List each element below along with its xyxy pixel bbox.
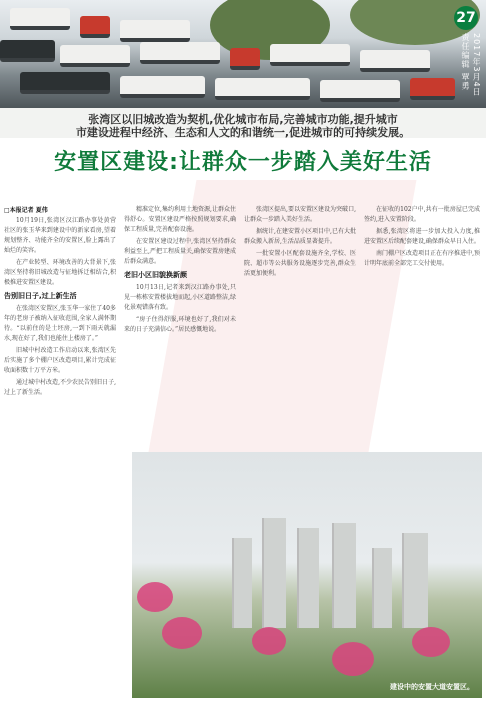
column-3: [244, 205, 356, 445]
flower: [137, 582, 173, 612]
photo-caption: 建设中的安置大道安置区。: [390, 683, 474, 691]
column-1: [4, 205, 116, 695]
hero-photo: [0, 0, 486, 108]
subheading: 老旧小区旧貌换新颜: [124, 271, 187, 279]
bus: [120, 20, 190, 42]
paragraph: 在张湾区安置区,张玉华一家住了40多年的老房子被纳入征收范围,全家人满怀期待。“以前住的是土坯房,一到下雨天就漏水,现在好了,我们也能住上楼房了。”: [4, 305, 116, 342]
page-number: 27: [454, 6, 478, 30]
flower: [412, 627, 450, 657]
paragraph: “房子住得舒服,环境也好了,我们对未来的日子充满信心。”居民感慨地说。: [124, 316, 236, 333]
flower: [162, 617, 202, 649]
paragraph: 精准定位,集约利用土地资源,让群众住得舒心。安置区建设严格按照规划要求,确保工程质量,完善配套设施。: [124, 206, 236, 233]
paragraph: 在产业转型、环境改善的大背景下,张湾区坚持将旧城改造与征地拆迁相结合,积极推进安置区建设。: [4, 259, 116, 286]
paragraph: 据悉,张湾区将进一步加大投入力度,推进安置区后续配套建设,确保群众早日入住。: [364, 228, 480, 245]
building: [232, 538, 252, 628]
bus: [120, 76, 205, 98]
bus: [360, 50, 430, 72]
bus: [20, 72, 110, 94]
building: [332, 523, 356, 628]
subheading: 告别旧日子,过上新生活: [4, 292, 77, 300]
paragraph: 通过城中村改造,不少农民告别旧日子,过上了新生活。: [4, 379, 116, 396]
bus: [0, 40, 55, 62]
bus: [140, 42, 220, 64]
bus: [10, 8, 70, 30]
construction-photo: [132, 452, 482, 698]
bus: [270, 44, 350, 66]
paragraph: 10月13日,记者来到汉江路办事处,只见一栋栋安置楼拔地而起,小区道路整洁,绿化景观错落有致。: [124, 284, 236, 311]
paragraph: 在征收的102户中,共有一批房屋已完成签约,进入安置阶段。: [364, 206, 480, 223]
paragraph: 南门棚户区改造项目正在有序推进中,预计明年底前全部完工交付使用。: [364, 250, 480, 267]
side-date: 2017年3月4日 责任编辑 覃勇: [461, 33, 481, 97]
building: [297, 528, 319, 628]
column-2: [124, 205, 236, 445]
bus: [215, 78, 310, 100]
byline: □本报记者 夏伟: [4, 207, 48, 214]
paragraph: 据统计,在建安置小区项目中,已有大批群众搬入新居,生活品质显著提升。: [244, 228, 356, 245]
flower: [332, 642, 374, 676]
paragraph: 一批安置小区配套设施齐全,学校、医院、超市等公共服务设施逐步完善,群众生活更加便利。: [244, 250, 356, 277]
bus: [410, 78, 455, 100]
bus: [60, 45, 130, 67]
lead-banner: [0, 108, 486, 138]
banner-line: 张湾区以旧城改造为契机,优化城市布局,完善城市功能,提升城市: [88, 113, 398, 126]
paragraph: 在安置区建设过程中,张湾区坚持群众利益至上,严把工程质量关,确保安置房建成后群众满意。: [124, 238, 236, 265]
bus: [230, 48, 260, 70]
building: [262, 518, 286, 628]
building: [402, 533, 428, 628]
bus: [80, 16, 110, 38]
headline: 安置区建设:让群众一步踏入美好生活: [54, 150, 432, 175]
paragraph: 10月19日,张湾区汉江路办事处黄营社区的张玉华来到建设中的新家看房,望着规划整齐、功能齐全的安置区,脸上露出了灿烂的笑容。: [4, 217, 116, 254]
paragraph: 张湾区提出,要以安置区建设为突破口,让群众一步踏入美好生活。: [244, 206, 356, 223]
building: [372, 548, 392, 628]
paragraph: 旧城中村改造工作启动以来,张湾区先后实施了多个棚户区改造项目,累计完成征收面积数十万平方米。: [4, 347, 116, 374]
banner-line: 市建设进程中经济、生态和人文的和谐统一,促进城市的可持续发展。: [75, 126, 411, 139]
bus: [320, 80, 400, 102]
column-4: [364, 205, 480, 445]
flower: [252, 627, 286, 655]
